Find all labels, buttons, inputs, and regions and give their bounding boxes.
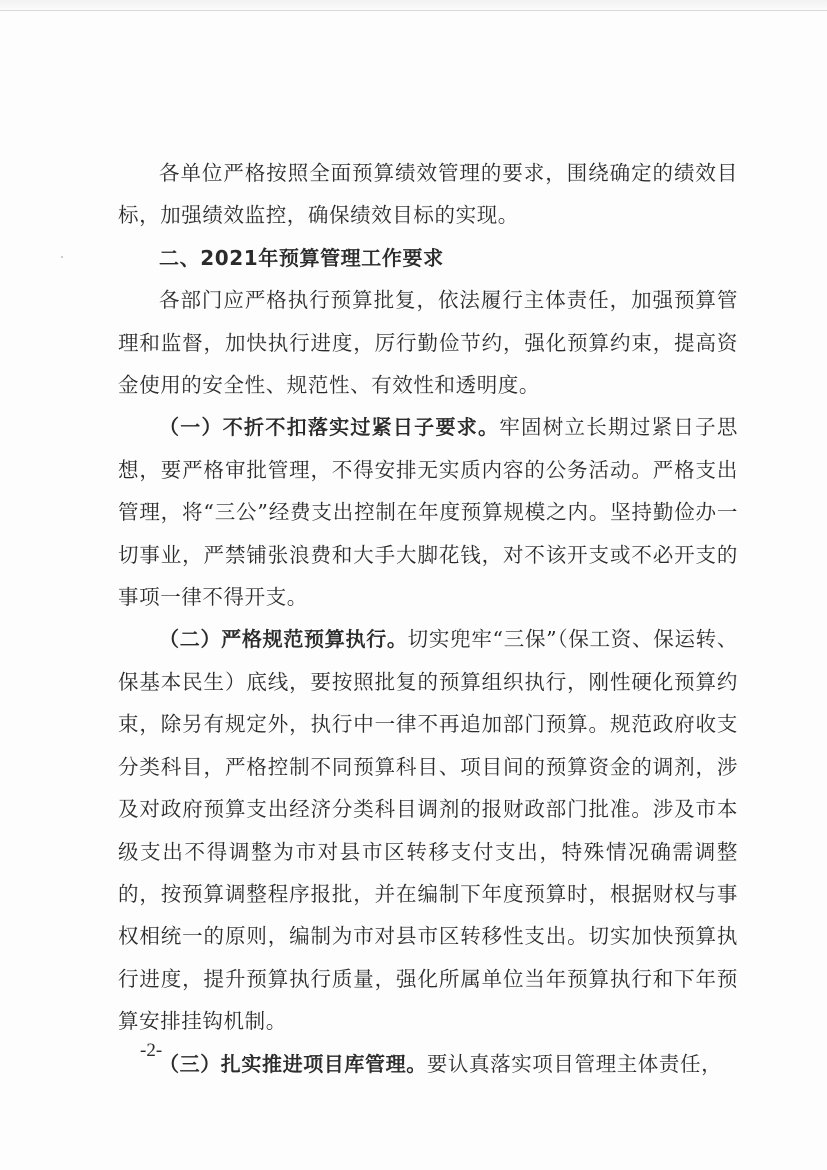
- paragraph-tight-budget: [118, 406, 738, 618]
- paragraph-lead-heading: （二）严格规范预算执行。: [159, 627, 408, 652]
- document-body: [118, 152, 738, 1085]
- paragraph-text: 切实兜牢“三保”（保工资、保运转、保基本民生）底线，要按照批复的预算组织执行，刚性硬化预算约束，除另有规定外，执行中一律不再追加部门预算。规范政府收支分类科目，严格控制不同预算科目、项目间的预算资金的调剂，涉及对政府预算支出经济分类科目调剂的报财政部门批准。涉及市本级支出不得调整为市对县市区转移支付支出，特殊情况确需调整的，按预算调整程序报批，并在编制下年度预算时，根据财权与事权相统一的原则，编制为市对县市区转移性支出。切实加快预算执行进度，提升预算执行质量，强化所属单位当年预算执行和下年预算安排挂钩机制。: [118, 627, 738, 1034]
- paragraph-lead-heading: （一）不折不扣落实过紧日子要求。: [159, 415, 500, 440]
- paragraph-text: 牢固树立长期过紧日子思想，要严格审批管理，不得安排无实质内容的公务活动。严格支出管理，将“三公”经费支出控制在年度预算规模之内。坚持勤俭办一切事业，严禁铺张浪费和大手大脚花钱，对不该开支或不必开支的事项一律不得开支。: [118, 415, 738, 610]
- paragraph-text: 各部门应严格执行预算批复，依法履行主体责任，加强预算管理和监督，加快执行进度，厉行勤俭节约，强化预算约束，提高资金使用的安全性、规范性、有效性和透明度。: [118, 288, 738, 398]
- scan-speck: [61, 256, 63, 258]
- paragraph-budget-execution: [118, 618, 738, 1042]
- paragraph-department-execution: [118, 279, 738, 406]
- paragraph-performance-goals: [118, 152, 738, 237]
- paragraph-text: 要认真落实项目管理主体责任，: [426, 1051, 723, 1076]
- section-heading-2021-requirements: [118, 237, 738, 279]
- paragraph-text: 各单位严格按照全面预算绩效管理的要求，围绕确定的绩效目标，加强绩效监控，确保绩效目标的实现。: [118, 161, 738, 228]
- paragraph-project-library: [118, 1043, 738, 1085]
- heading-text: 二、2021年预算管理工作要求: [159, 245, 444, 270]
- paragraph-lead-heading: （三）扎实推进项目库管理。: [159, 1051, 427, 1076]
- scan-top-edge: [0, 0, 827, 11]
- page-number: -2-: [140, 1040, 163, 1061]
